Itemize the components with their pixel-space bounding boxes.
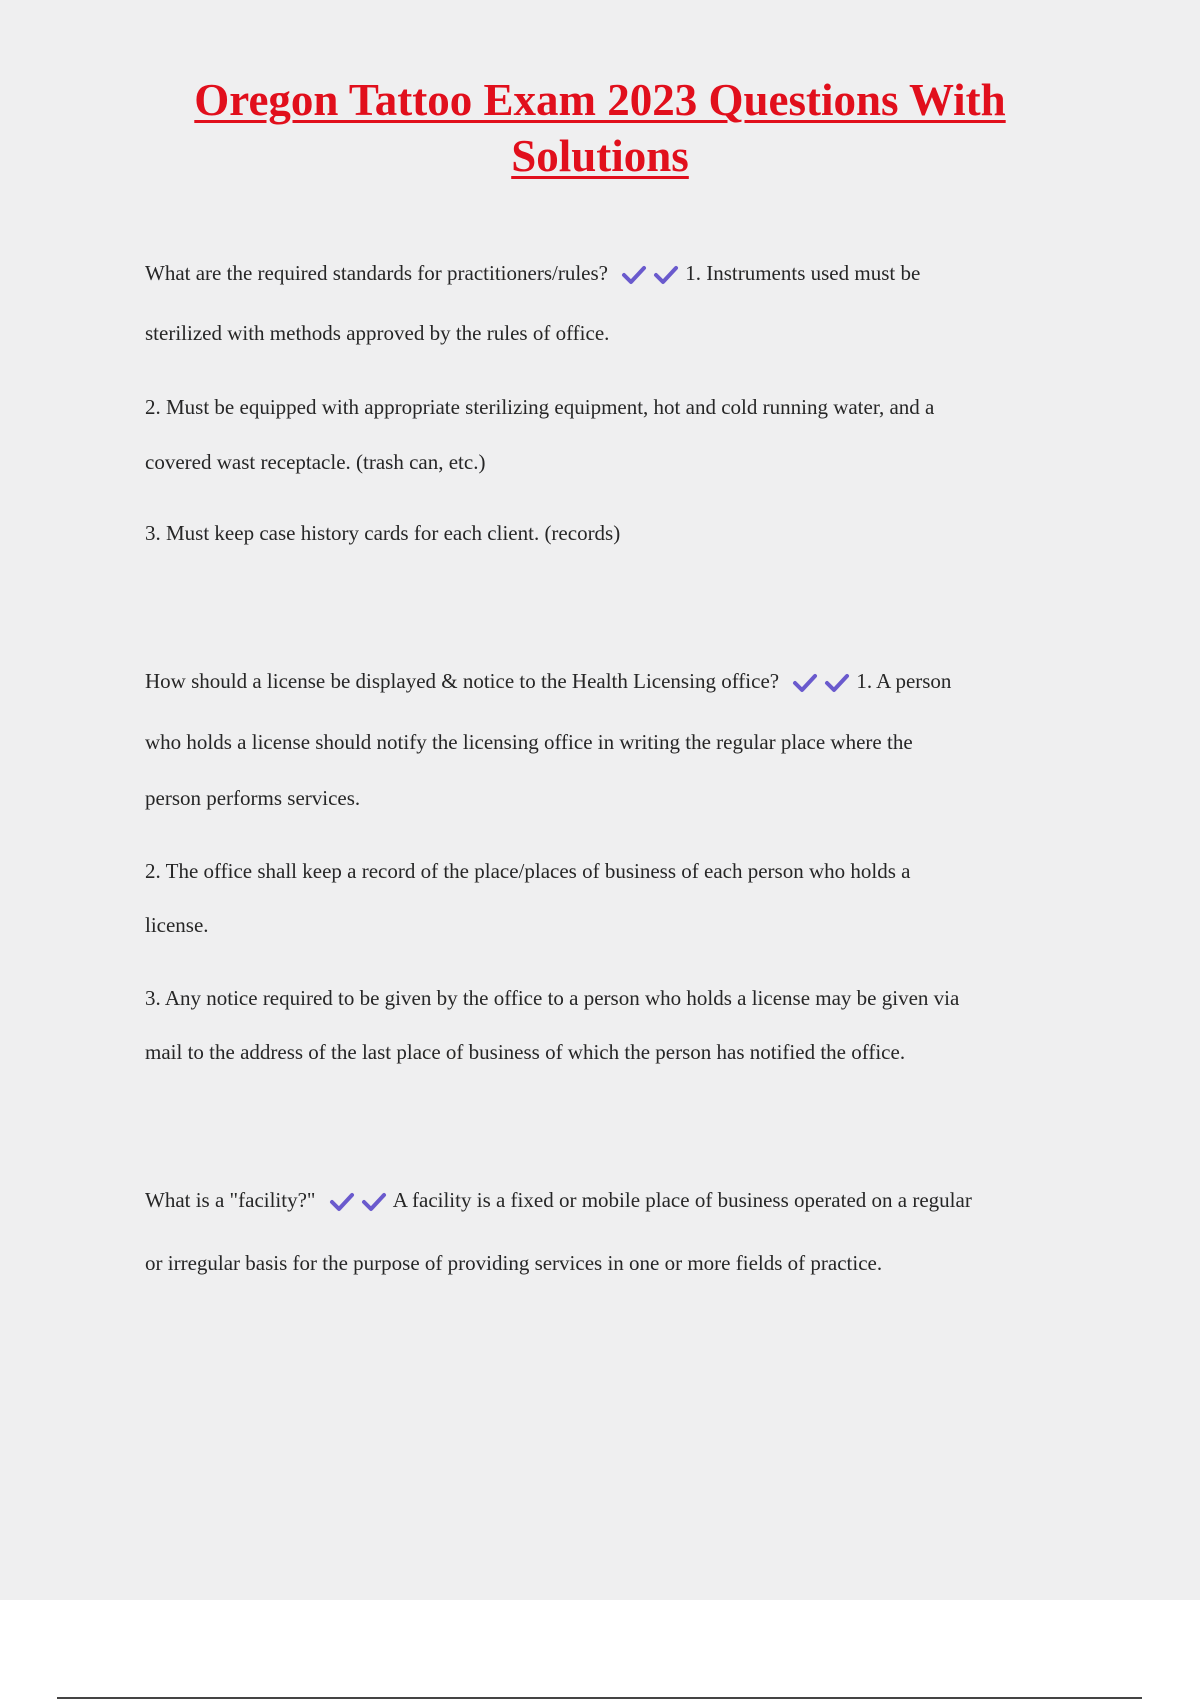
check-icon: [653, 264, 679, 286]
qa-1-answer-line-1: 1. Instruments used must be: [685, 261, 921, 285]
qa-1-question: What are the required standards for practitioners/rules?: [145, 261, 608, 285]
check-icon: [792, 672, 818, 694]
qa-1-answer-line-2: sterilized with methods approved by the rules of office.: [145, 321, 610, 345]
qa-2-answer-line-3: person performs services.: [145, 786, 361, 810]
qa-2-answer-line-6: 3. Any notice required to be given by the office to a person who holds a license may be given via: [145, 986, 960, 1010]
check-icon: [621, 264, 647, 286]
qa-2-answer-line-7: mail to the address of the last place of business of which the person has notified the office.: [145, 1040, 906, 1064]
qa-1-first-line: [145, 258, 920, 288]
document-title: Oregon Tattoo Exam 2023 Questions With Solutions: [194, 75, 1006, 181]
qa-2-question: How should a license be displayed & notice to the Health Licensing office?: [145, 669, 780, 693]
check-icon: [329, 1191, 355, 1213]
qa-3-question: What is a "facility?": [145, 1188, 316, 1212]
qa-2-first-line: [145, 666, 951, 696]
check-icon: [361, 1191, 387, 1213]
qa-2-answer-line-4: 2. The office shall keep a record of the place/places of business of each person who holds a: [145, 859, 911, 883]
check-icon: [824, 672, 850, 694]
qa-1-answer-line-4: covered wast receptacle. (trash can, etc.): [145, 450, 486, 474]
footer-divider: [57, 1697, 1142, 1699]
qa-3-answer-line-1: A facility is a fixed or mobile place of business operated on a regular: [392, 1188, 972, 1212]
qa-2-answer-line-2: who holds a license should notify the licensing office in writing the regular place where the: [145, 730, 913, 754]
qa-1-answer-line-5: 3. Must keep case history cards for each client. (records): [145, 521, 621, 545]
qa-2-answer-line-5: license.: [145, 913, 209, 937]
qa-1-answer-line-3: 2. Must be equipped with appropriate sterilizing equipment, hot and cold running water, and a: [145, 395, 935, 419]
qa-2-answer-line-1: 1. A person: [856, 669, 952, 693]
qa-3-first-line: [145, 1185, 972, 1215]
qa-3-answer-line-2: or irregular basis for the purpose of providing services in one or more fields of practice.: [145, 1251, 883, 1275]
